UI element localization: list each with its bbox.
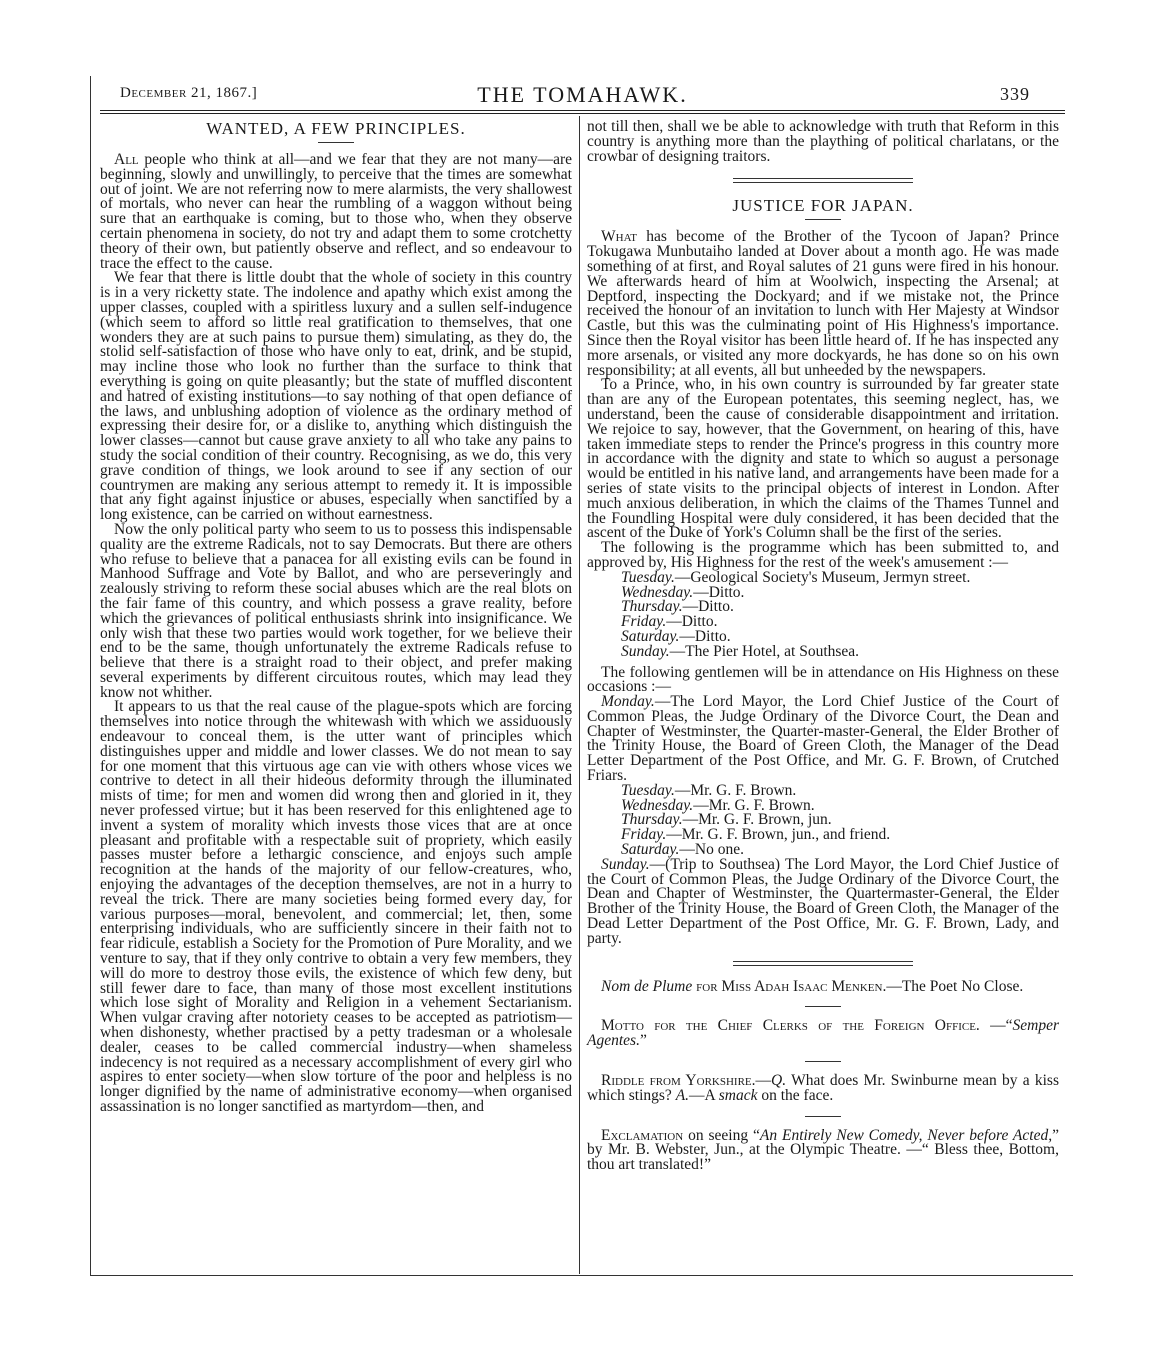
header-title: THE TOMAHAWK. [477, 82, 688, 107]
article-paragraph: Now the only political party who seem to us to possess this indispensable quality are the extreme Radicals, not to say Democrats. But there are others who refuse to believe that a panacea for all existing evils can be found in Manhood Suffrage and Vote by Ballot, and who are perseveringly and zealously striving to reform these social abuses which are the real blots on the fair fame of this country, and which possess a grave reality, before which the grievances of political enthusiasts shrink into insignificance. We only wish that these two parties would work together, for we believe their end to be the same, though unfortunately the extreme Radicals refuse to believe that there is a straight road to their object, and prefer making several experiments by different circuitous routes, which may lead they know not whither. [100, 520, 572, 701]
page-header [100, 82, 1065, 108]
article-paragraph: To a Prince, who, in his own country is surrounded by far greater state than are any of the European potentates, this seeming neglect, has, we understand, been the cause of considerable disappointment and irritation. We rejoice to say, however, that the Government, on hearing of this, have taken immediate steps to render the Prince's progress in this country more in accordance with the dignity and state to which so august a personage would be entitled in his native land, and arrangements have been made for a series of state visits to the principal objects of interest in London. After much anxious deliberation, in which the claims of the Thames Tunnel and the Foundling Hospital were duly considered, it has been decided that the ascent of the Duke of York's Column shall be the first of the series. [587, 376, 1059, 542]
item-motto: Motto for the Chief Clerks of the Foreign Office. —“Semper Agentes.” [587, 1017, 1059, 1050]
item-rule [805, 1061, 841, 1062]
article-title-japan: JUSTICE FOR JAPAN. [732, 196, 914, 216]
header-rule [100, 110, 1065, 111]
column-divider [579, 116, 580, 1274]
article-continuation: not till then, shall we be able to acknowledge with truth that Reform in this country is anything more than the plaything of political charlatans, or the crowbar of designing traitors. [587, 118, 1059, 165]
article-paragraph: We fear that there is little doubt that the whole of society in this country is in a very ricketty state. The indolence and apathy which exist among the upper classes, coupled with a spiritless luxury and a sullen self-indugence (which seem to afford so little real gratification to themselves, that one wonders they are at such pains to pursue them) simulating, as they do, the stolid self-satisfaction of those who have only to eat, drink, and be stupid, may incline those who look no further than the surface to think that everything is going on quite pleasantly; but the state of muffled discontent and hatred of existing institutions—to say nothing of that open defiance of the laws, and unblushing adoption of violence as the ordinary method of expressing their desire for, or a dislike to, anything which distinguish the lower classes—cannot but cause grave anxiety to all who take any pains to study the social condition of their country. Recognising, as we do, this very grave condition of things, we look around to see if any section of our countrymen are making any serious attempt to remedy it. It is impossible that any fight against injustice or abuses, especially when sanctified by a long existence, can be carried on without earnestness. [100, 269, 572, 524]
item-rule [805, 1116, 841, 1117]
item-exclamation: Exclamation on seeing “An Entirely New Comedy, Never before Acted,” by Mr. B. Webster, Jun., at the Olympic Theatre. —“ Bless thee, Bottom, thou art translated!” [587, 1126, 1059, 1174]
paragraph-text: has become of the Brother of the Tycoon of Japan? Prince Tokugawa Munbutaiho landed at Dover about a month ago. He was made something of at first, and Royal salutes of 21 guns were fired in his honour. We afterwards heard of him at Woolwich, inspecting the Arsenal; at Deptford, inspecting the Dockyard; and if we mistake not, the Prince received the honour of an invitation to lunch with Her Majesty at Windsor Castle, but this was the culminating point of His Highness's importance. Since then the Royal visitor has been little heard of. If he has inspected any more arsenals, or visited any more dockyards, he has done so on his own responsibility; at all events, all but unheeded by the newspapers. [587, 228, 1059, 379]
page-border-left [90, 76, 91, 1276]
article-paragraph [587, 230, 1059, 378]
item-riddle: Riddle from Yorkshire.—Q. What does Mr. Swinburne mean by a kiss which stings? A.—A smack on the face. [587, 1072, 1059, 1104]
item-nom-de-plume: Nom de Plume for Miss Adah Isaac Menken.—The Poet No Close. [601, 977, 1024, 995]
attendance-monday: Monday.—The Lord Mayor, the Lord Chief Justice of the Court of Common Pleas, the Judge Ordinary of the Divorce Court, the Dean and Chapter of Westminster, the Quarter-master-General, the Elder Brother of the Trinity House, the Board of Green Cloth, the Manager of the Dead Letter Department of the Post Office, and Mr. G. F. Brown, of Crutched Friars. [587, 693, 1059, 785]
column-left [100, 120, 572, 1115]
section-double-rule [733, 961, 913, 966]
article-paragraph: The following gentlemen will be in attendance on His Highness on these occasions :— [587, 663, 1059, 696]
article-paragraph [100, 153, 572, 271]
paragraph-text: people who think at all—and we fear that they are not many—are beginning, slowly and unwillingly, to perceive that the times are somewhat out of joint. We are not referring now to mere alarmists, the very shallowest of mortals, who never can hear the rumbling of a waggon without being sure that an earthquake is coming, but to those who, when they observe certain phenomena in society, do not try and adapt them to some crotchetty theory of their own, but patiently observe and reflect, and so endeavour to trace the effect to the cause. [100, 151, 572, 272]
programme-item: Sunday.—The Pier Hotel, at Southsea. [621, 642, 860, 660]
title-rule [318, 142, 354, 143]
article-title-principles: WANTED, A FEW PRINCIPLES. [206, 119, 466, 138]
programme-item: Friday.—Ditto. [621, 613, 718, 631]
header-date: December 21, 1867.] [120, 85, 258, 101]
attendance-item: Saturday.—No one. [621, 841, 744, 859]
page-border-bottom [90, 1275, 1073, 1276]
paragraph-lead: All [114, 151, 139, 168]
attendance-sunday: Sunday.—(Trip to Southsea) The Lord Mayor, the Lord Chief Justice of the Court of Common Pleas, the Judge Ordinary of the Divorce Court, the Dean and Chapter of Westminster, the Quartermaster-General, the Elder Brother of the Trinity House, the Board of Green Cloth, the Manager of the Dead Letter Department of the Post Office, Mr. G. F. Brown, Lady, and party. [587, 855, 1059, 947]
section-double-rule [733, 178, 913, 183]
title-rule [805, 219, 841, 220]
attendance-item: Tuesday.—Mr. G. F. Brown. [621, 781, 797, 799]
attendance-item: Thursday.—Mr. G. F. Brown, jun. [621, 811, 832, 829]
header-page-number: 339 [1000, 84, 1030, 104]
programme-item: Thursday.—Ditto. [621, 598, 734, 616]
paragraph-lead: What [601, 228, 638, 246]
attendance-item: Wednesday.—Mr. G. F. Brown. [621, 796, 815, 814]
article-paragraph: The following is the programme which has been submitted to, and approved by, His Highness for the rest of the week's amusement :— [587, 539, 1059, 571]
article-paragraph: It appears to us that the real cause of the plague-spots which are forcing themselves into notice through the whitewash with which we assiduously endeavour to conceal them, is the utter want of principles which distinguishes upper and middle and lower classes. We do not mean to say for one moment that this virtuous age can vie with others whose vices we contrive to detect in all their hideous deformity through the illuminated mists of time; for men and women did wrong then and gloried in it, they never professed virtue; but it has been reserved for this enlightened age to invent a system of morality which invests those vices that are at once pleasant and profitable with a respectable suit of propriety, which easily passes muster before a lethargic conscience, and enjoys such ample recognition at the hands of the majority of our fellow-creatures, who, enjoying the advantages of the deception themselves, are not in a hurry to reveal the trick. There are many societies being formed every day, for various purposes—moral, benevolent, and commercial; let, then, some enterprising individuals, who are sufficiently sincere in their faith not to fear ridicule, establish a Society for the Promotion of Pure Morality, and we venture to say, that if they only contrive to obtain a very few members, they will do more to destroy those evils, the existence of which few deny, but still fewer dare to face, than many of those most excellent institutions which lose sight of Morality and Religion in a vehement Sectarianism. When vulgar craving after notoriety ceases to be accepted as patriotism—when dishonesty, whether practised by a petty tradesman or a wholesale dealer, ceases to be called commercial industry—when shameless indecency is not required as a necessary accomplishment of every girl who aspires to enter society—when slow torture of the poor and helpless is no longer dignified by the name of administrative economy—when organised assassination is no longer sanctified as martyrdom—then, and [100, 698, 572, 1115]
programme-list [587, 568, 1059, 660]
item-rule [805, 1006, 841, 1007]
attendance-item: Friday.—Mr. G. F. Brown, jun., and friend. [621, 826, 891, 844]
programme-item: Tuesday.—Geological Society's Museum, Jermyn street. [621, 568, 971, 586]
attendance-list [587, 781, 1059, 859]
programme-item: Saturday.—Ditto. [621, 627, 731, 645]
column-right [587, 120, 1059, 1173]
header-rule [100, 113, 1065, 114]
programme-item: Wednesday.—Ditto. [621, 583, 745, 601]
